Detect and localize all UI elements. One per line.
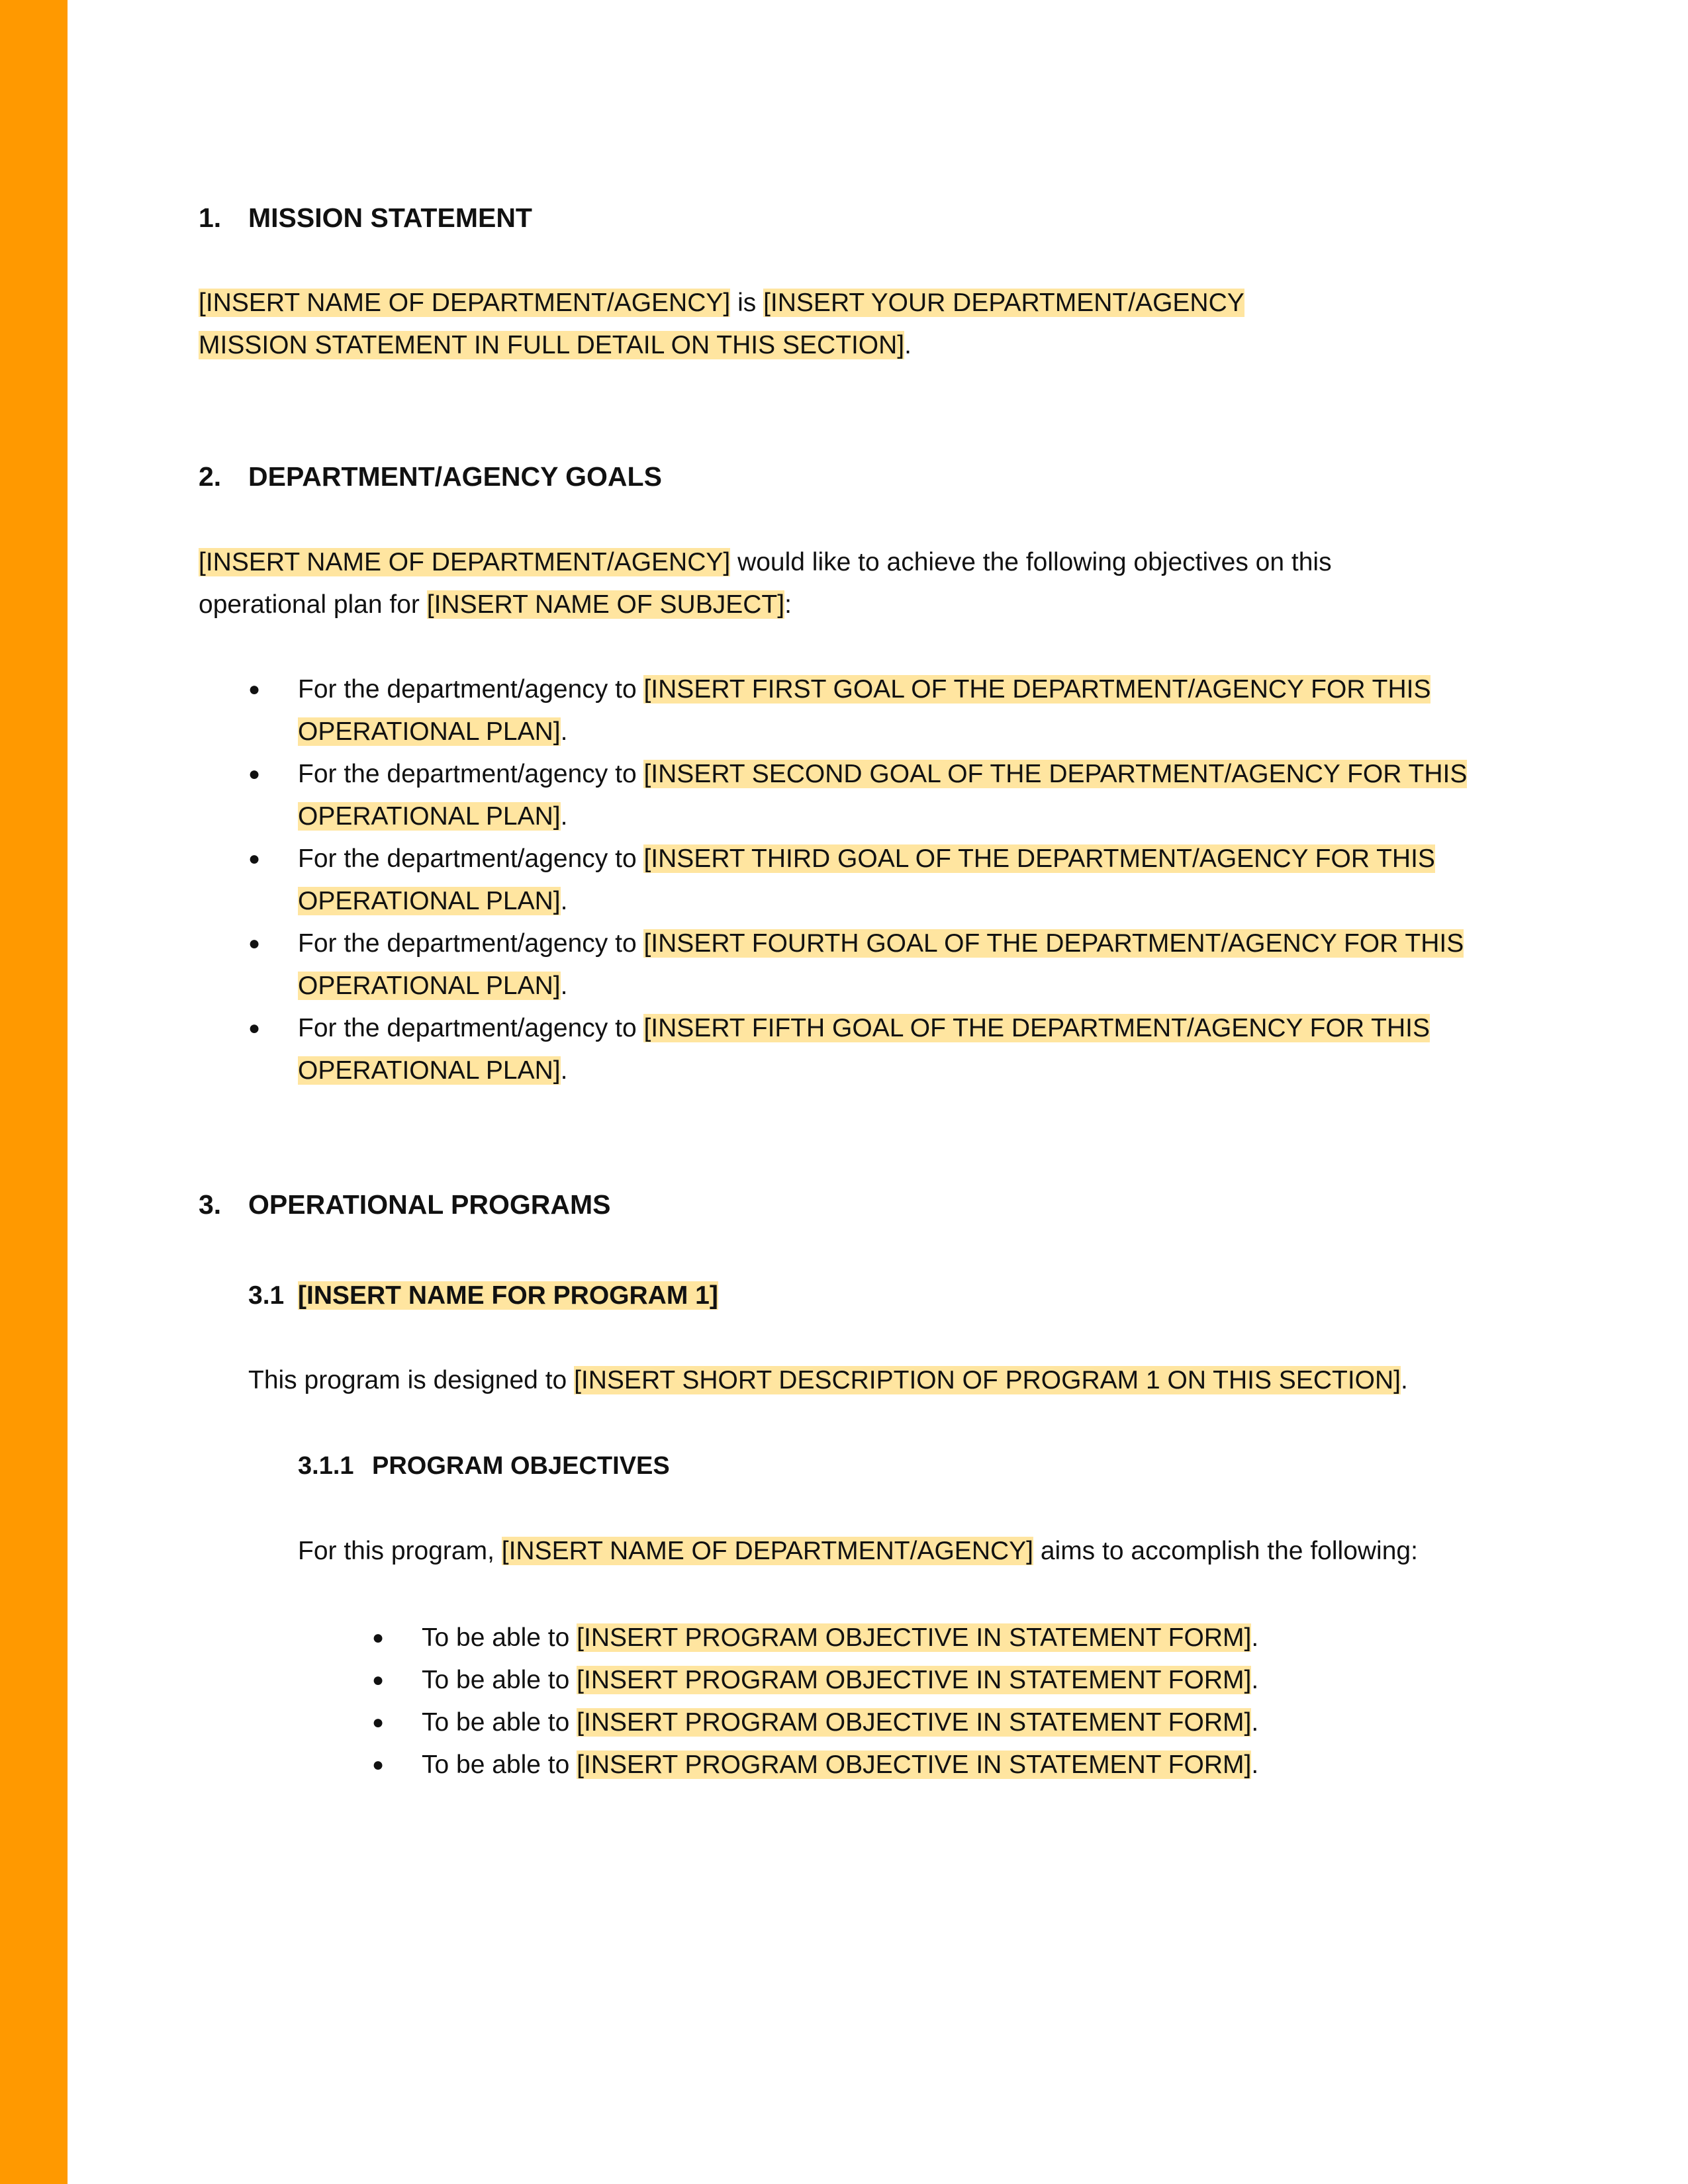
- goal-lead: For the department/agency to: [298, 760, 644, 788]
- department-name-placeholder: [INSERT NAME OF DEPARTMENT/AGENCY]: [199, 289, 731, 317]
- goal-placeholder: [INSERT FIRST GOAL OF THE DEPARTMENT/AGENCY FOR THIS OPERATIONAL PLAN]: [298, 675, 1431, 746]
- section-2-number: 2.: [199, 461, 222, 492]
- list-item: [199, 838, 1496, 923]
- subject-name-placeholder: [INSERT NAME OF SUBJECT]: [426, 590, 785, 619]
- goal-text: [298, 1007, 1496, 1092]
- list-item: [199, 923, 1496, 1007]
- goal-placeholder: [INSERT THIRD GOAL OF THE DEPARTMENT/AGENCY FOR THIS OPERATIONAL PLAN]: [298, 844, 1435, 915]
- goal-tail: .: [560, 1056, 568, 1085]
- list-item: [199, 753, 1496, 838]
- list-item: [199, 1702, 1496, 1744]
- objective-lead: To be able to: [422, 1623, 577, 1652]
- objective-tail: .: [1251, 1666, 1259, 1694]
- section-1-number: 1.: [199, 203, 222, 233]
- goals-list: [199, 668, 1496, 1092]
- goal-text: [298, 838, 1496, 923]
- program-description-lead: This program is designed to: [248, 1366, 575, 1394]
- goals-intro-colon: :: [784, 590, 792, 619]
- objective-text: [422, 1702, 1481, 1744]
- goal-text: [298, 923, 1496, 1007]
- department-name-placeholder: [INSERT NAME OF DEPARTMENT/AGENCY]: [199, 548, 731, 576]
- program-1-number: 3.1: [248, 1281, 285, 1310]
- goal-tail: .: [560, 972, 568, 1000]
- bullet-icon: ●: [248, 848, 261, 870]
- bullet-icon: ●: [372, 1754, 385, 1776]
- objective-tail: .: [1251, 1623, 1259, 1652]
- objective-placeholder: [INSERT PROGRAM OBJECTIVE IN STATEMENT FORM]: [577, 1751, 1252, 1779]
- list-item: [199, 1744, 1496, 1786]
- goal-tail: .: [560, 887, 568, 915]
- goal-placeholder: [INSERT FIFTH GOAL OF THE DEPARTMENT/AGENCY FOR THIS OPERATIONAL PLAN]: [298, 1014, 1430, 1085]
- goal-tail: .: [560, 717, 568, 746]
- mission-period: .: [904, 331, 912, 359]
- objective-text: [422, 1659, 1481, 1702]
- list-item: [199, 668, 1496, 753]
- list-item: [199, 1617, 1496, 1659]
- section-2-title: DEPARTMENT/AGENCY GOALS: [248, 461, 662, 492]
- program-1-name-placeholder: [INSERT NAME FOR PROGRAM 1]: [298, 1281, 718, 1310]
- goal-lead: For the department/agency to: [298, 929, 644, 958]
- section-3-number: 3.: [199, 1189, 222, 1220]
- objective-placeholder: [INSERT PROGRAM OBJECTIVE IN STATEMENT FORM]: [577, 1666, 1252, 1694]
- program-1-description: [248, 1359, 1493, 1402]
- program-1-heading: [248, 1275, 718, 1317]
- objectives-intro-lead: For this program,: [298, 1537, 502, 1565]
- mission-statement-placeholder: [INSERT YOUR DEPARTMENT/AGENCY MISSION STATEMENT IN FULL DETAIL ON THIS SECTION]: [199, 289, 1244, 359]
- objective-text: [422, 1744, 1481, 1786]
- bullet-icon: ●: [372, 1627, 385, 1649]
- objective-text: [422, 1617, 1481, 1659]
- goal-lead: For the department/agency to: [298, 844, 644, 873]
- goal-text: [298, 753, 1496, 838]
- section-2-heading: [199, 455, 662, 498]
- goal-placeholder: [INSERT SECOND GOAL OF THE DEPARTMENT/AGENCY FOR THIS OPERATIONAL PLAN]: [298, 760, 1468, 831]
- goal-lead: For the department/agency to: [298, 1014, 644, 1042]
- objective-placeholder: [INSERT PROGRAM OBJECTIVE IN STATEMENT FORM]: [577, 1623, 1252, 1652]
- goal-lead: For the department/agency to: [298, 675, 644, 704]
- objectives-intro-paragraph: [298, 1530, 1523, 1572]
- objective-tail: .: [1251, 1708, 1259, 1737]
- bullet-icon: ●: [248, 763, 261, 785]
- objectives-title: PROGRAM OBJECTIVES: [372, 1452, 670, 1480]
- mission-paragraph: [199, 282, 1350, 367]
- objective-lead: To be able to: [422, 1666, 577, 1694]
- bullet-icon: ●: [248, 1017, 261, 1039]
- department-name-placeholder: [INSERT NAME OF DEPARTMENT/AGENCY]: [501, 1537, 1033, 1565]
- section-3-heading: [199, 1183, 610, 1226]
- accent-sidebar-bar: [0, 0, 68, 2184]
- list-item: [199, 1659, 1496, 1702]
- section-3-title: OPERATIONAL PROGRAMS: [248, 1189, 611, 1220]
- objective-lead: To be able to: [422, 1751, 577, 1779]
- goals-intro-paragraph: [199, 541, 1430, 626]
- bullet-icon: ●: [372, 1711, 385, 1733]
- objectives-intro-tail: aims to accomplish the following:: [1033, 1537, 1418, 1565]
- program-description-placeholder: [INSERT SHORT DESCRIPTION OF PROGRAM 1 ON THIS SECTION]: [574, 1366, 1401, 1394]
- program-description-period: .: [1401, 1366, 1408, 1394]
- objectives-list: [199, 1617, 1496, 1786]
- goal-placeholder: [INSERT FOURTH GOAL OF THE DEPARTMENT/AGENCY FOR THIS OPERATIONAL PLAN]: [298, 929, 1464, 1000]
- list-item: [199, 1007, 1496, 1092]
- goal-tail: .: [560, 802, 568, 831]
- bullet-icon: ●: [372, 1669, 385, 1691]
- objective-lead: To be able to: [422, 1708, 577, 1737]
- objective-tail: .: [1251, 1751, 1259, 1779]
- mission-text: is: [730, 289, 764, 317]
- bullet-icon: ●: [248, 933, 261, 954]
- program-objectives-heading: [298, 1445, 670, 1487]
- bullet-icon: ●: [248, 678, 261, 700]
- section-1-title: MISSION STATEMENT: [248, 203, 532, 233]
- goals-intro-text: would like to achieve the following objectives on this operational plan for: [199, 548, 1332, 619]
- goal-text: [298, 668, 1496, 753]
- objectives-number: 3.1.1: [298, 1452, 354, 1480]
- section-1-heading: [199, 197, 532, 239]
- objective-placeholder: [INSERT PROGRAM OBJECTIVE IN STATEMENT FORM]: [577, 1708, 1252, 1737]
